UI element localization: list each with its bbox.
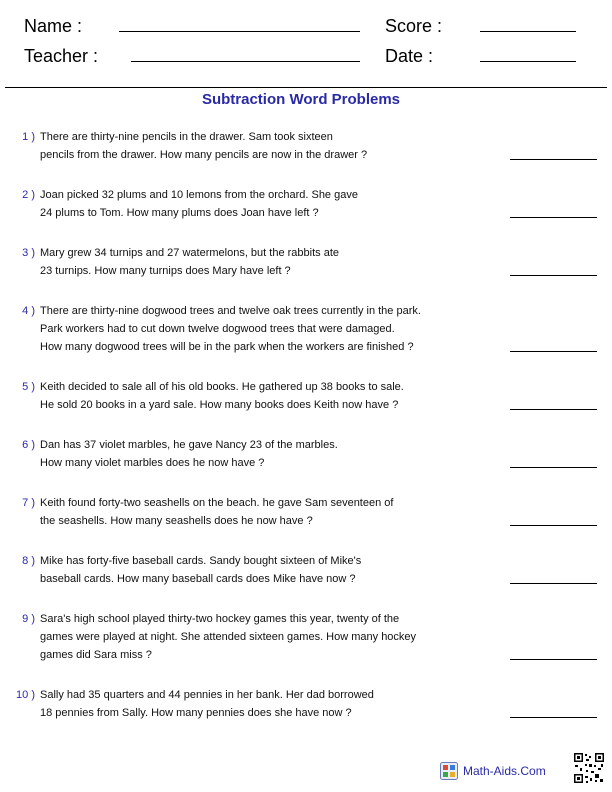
problem-line: Joan picked 32 plums and 10 lemons from the orchard. She gave (40, 189, 358, 201)
score-field[interactable] (480, 31, 576, 32)
problem-text (40, 378, 500, 414)
problem-line: Keith found forty-two seashells on the beach. he gave Sam seventeen of (40, 497, 394, 509)
answer-line[interactable] (510, 217, 597, 218)
problem-line: There are thirty-nine dogwood trees and twelve oak trees currently in the park. (40, 305, 421, 317)
problem-9 (0, 610, 612, 661)
problem-text (40, 494, 500, 530)
problem-6 (0, 436, 612, 476)
problem-4 (0, 302, 612, 353)
teacher-label: Teacher : (24, 46, 99, 66)
problem-line: the seashells. How many seashells does he now have ? (40, 515, 313, 527)
date-label: Date : (385, 46, 434, 66)
problem-text (40, 552, 500, 588)
header-divider (5, 87, 607, 88)
problem-line: baseball cards. How many baseball cards does Mike have now ? (40, 573, 356, 585)
problem-text (40, 302, 500, 356)
answer-line[interactable] (510, 409, 597, 410)
problem-line: Sara's high school played thirty-two hockey games this year, twenty of the (40, 613, 400, 625)
qr-code-icon (573, 752, 605, 784)
problem-line: 23 turnips. How many turnips does Mary have left ? (40, 265, 291, 277)
problem-line: He sold 20 books in a yard sale. How many books does Keith now have ? (40, 399, 399, 411)
name-field[interactable] (119, 31, 360, 32)
problem-1 (0, 128, 612, 168)
problem-number: 10 ) (16, 689, 35, 701)
problem-number: 6 ) (22, 439, 35, 451)
answer-line[interactable] (510, 275, 597, 276)
brand-text: Math-Aids.Com (463, 764, 546, 778)
footer-brand[interactable] (440, 761, 546, 781)
problem-text (40, 128, 500, 164)
problem-10 (0, 686, 612, 726)
answer-line[interactable] (510, 583, 597, 584)
name-label: Name : (24, 16, 83, 36)
problem-line: There are thirty-nine pencils in the drawer. Sam took sixteen (40, 131, 333, 143)
problem-text (40, 186, 500, 222)
problem-line: Dan has 37 violet marbles, he gave Nancy 23 of the marbles. (40, 439, 338, 451)
problem-number: 1 ) (22, 131, 35, 143)
problem-3 (0, 244, 612, 284)
problem-number: 3 ) (22, 247, 35, 259)
answer-line[interactable] (510, 159, 597, 160)
problem-line: pencils from the drawer. How many pencils are now in the drawer ? (40, 149, 368, 161)
problem-8 (0, 552, 612, 592)
teacher-field[interactable] (131, 61, 360, 62)
problem-number: 9 ) (22, 613, 35, 625)
problem-5 (0, 378, 612, 418)
problem-line: games did Sara miss ? (40, 649, 152, 661)
page-title: Subtraction Word Problems (201, 91, 401, 108)
problem-text (40, 686, 500, 722)
problem-line: Mike has forty-five baseball cards. Sandy bought sixteen of Mike's (40, 555, 362, 567)
answer-line[interactable] (510, 659, 597, 660)
problem-text (40, 244, 500, 280)
date-field[interactable] (480, 61, 576, 62)
problem-line: Keith decided to sale all of his old books. He gathered up 38 books to sale. (40, 381, 404, 393)
problem-line: 24 plums to Tom. How many plums does Joan have left ? (40, 207, 319, 219)
problem-text (40, 436, 500, 472)
problem-line: Sally had 35 quarters and 44 pennies in her bank. Her dad borrowed (40, 689, 374, 701)
problem-line: How many dogwood trees will be in the park when the workers are finished ? (40, 341, 414, 353)
problem-line: 18 pennies from Sally. How many pennies does she have now ? (40, 707, 352, 719)
problem-7 (0, 494, 612, 534)
problem-line: games were played at night. She attended sixteen games. How many hockey (40, 631, 417, 643)
problem-2 (0, 186, 612, 226)
problem-number: 2 ) (22, 189, 35, 201)
problem-number: 8 ) (22, 555, 35, 567)
problem-text (40, 610, 500, 664)
calculator-icon (440, 762, 458, 780)
problem-number: 5 ) (22, 381, 35, 393)
problem-line: How many violet marbles does he now have ? (40, 457, 265, 469)
problem-line: Mary grew 34 turnips and 27 watermelons, but the rabbits ate (40, 247, 339, 259)
answer-line[interactable] (510, 467, 597, 468)
answer-line[interactable] (510, 717, 597, 718)
answer-line[interactable] (510, 351, 597, 352)
problem-line: Park workers had to cut down twelve dogwood trees that were damaged. (40, 323, 395, 335)
problem-number: 7 ) (22, 497, 35, 509)
answer-line[interactable] (510, 525, 597, 526)
score-label: Score : (385, 16, 443, 36)
problem-number: 4 ) (22, 305, 35, 317)
